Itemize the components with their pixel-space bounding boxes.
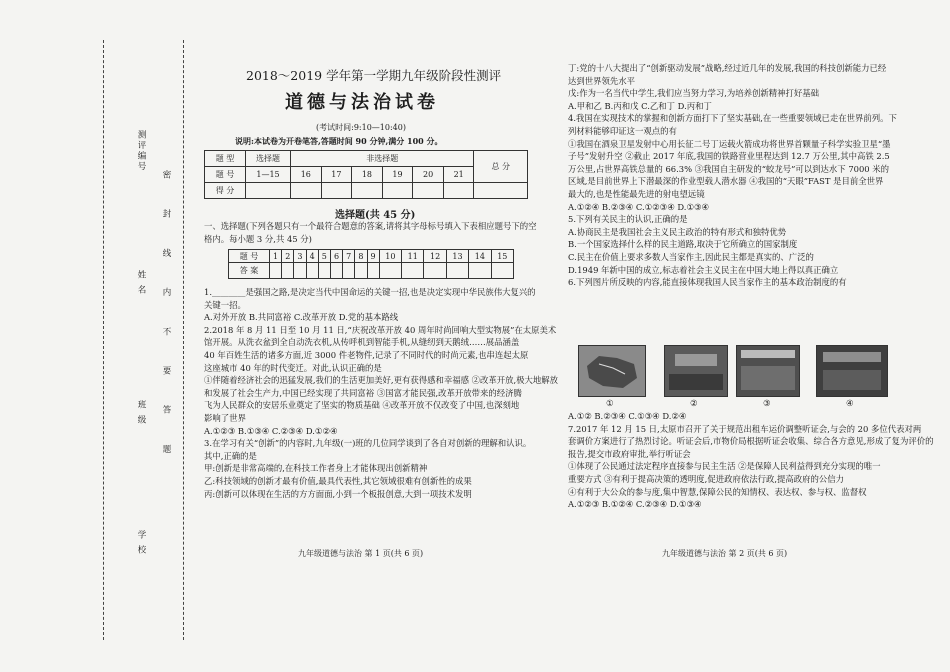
answer-input-cell[interactable]: [446, 263, 468, 279]
score-input-cell[interactable]: [382, 183, 413, 199]
question-line: 最大的,也是性能最先进的射电望远镜: [568, 188, 705, 199]
score-input-cell[interactable]: [474, 183, 528, 199]
question-line: 7.2017 年 12 月 15 日,太原市召开了关于规范出租车运价调整听证会,与会的 20 多位代表对两: [568, 423, 922, 434]
score-table-cell: 20: [413, 167, 444, 183]
answer-input-cell[interactable]: [270, 263, 282, 279]
seal-line-text: 密 封 线 内 不 要 答 题: [161, 170, 171, 467]
question-line: C.民主在价值上要求多数人当家作主,因此民主都是真实的、广泛的: [568, 251, 814, 262]
question-number-cell: 10: [379, 250, 401, 263]
question-line: 飞为人民群众的安居乐业奠定了坚实的物质基础 ④改革开放不仅改变了中国,也深刻地: [204, 400, 520, 411]
question-line: D.1949 年新中国的成立,标志着社会主义民主在中国大地上得以真正确立: [568, 264, 839, 275]
question-line: 4.我国在实现技术的掌握和创新方面打下了坚实基础,在一些重要领域已走在世界前列。下: [568, 113, 897, 124]
question-line: 6.下列图片所反映的内容,能直接体现我国人民当家作主的基本政治制度的有: [568, 277, 847, 288]
photo-label: ①: [606, 398, 614, 408]
score-table-cell: 题 号: [205, 167, 246, 183]
question-line: A.甲和乙 B.丙和戊 C.乙和丁 D.丙和丁: [568, 100, 712, 111]
question-line: 戊:作为一名当代中学生,我们应当努力学习,为培养创新精神打好基础: [568, 88, 820, 99]
score-input-cell[interactable]: [413, 183, 444, 199]
score-table-cell: 16: [291, 167, 322, 183]
score-table-cell: 非选择题: [291, 151, 474, 167]
subject-title: 道德与法治试卷: [285, 92, 439, 113]
score-table-cell: 1—15: [246, 167, 291, 183]
question-number-cell: 4: [306, 250, 318, 263]
question-line: 乙:科技领域的创新才最有价值,最具代表性,其它领域很难有创新性的成果: [204, 475, 472, 486]
question-number-cell: 14: [469, 250, 491, 263]
question-number-cell: 5: [318, 250, 330, 263]
question-number-cell: 6: [330, 250, 342, 263]
question-line: 1.________是强国之路,是决定当代中国命运的关键一招,也是决定实现中华民族伟大复兴的: [204, 287, 536, 297]
question-line: 达到世界领先水平: [568, 75, 635, 86]
photo-label: ③: [763, 398, 771, 408]
question-line: ①伴随着经济社会的迅猛发展,我们的生活更加美好,更有获得感和幸福感 ②改革开放,极大地解放: [204, 375, 559, 386]
question-line: 3.在学习有关“创新”的内容时,九年级(一)班的几位同学谈到了各自对创新的理解和认识。: [204, 438, 532, 449]
question-line: ①我国在酒泉卫星发射中心用长征二号丁运载火箭成功将世界首颗量子科学实验卫星“墨: [568, 138, 891, 149]
score-table-cell: 21: [443, 167, 474, 183]
question-line: 重要方式 ③有利于提高决策的透明度,促进政府依法行政,提高政府的公信力: [568, 473, 844, 484]
exam-note: 说明:本试卷为开卷笔答,答题时间 90 分钟,满分 100 分。: [235, 136, 443, 146]
question-line: 子号”发射升空 ②截止 2017 年底,我国的铁路营业里程达到 12.7 万公里,其中高铁 2.5: [568, 151, 890, 162]
section-instruction: 一、选择题(下列各题只有一个最符合题意的答案,请将其字母标号填入下表相应题号下的空: [204, 221, 537, 231]
question-number-cell: 15: [491, 250, 513, 263]
score-input-cell[interactable]: [246, 183, 291, 199]
answer-input-cell[interactable]: [330, 263, 342, 279]
question-line: B.一个国家选择什么样的民主道路,取决于它所确立的国家制度: [568, 239, 798, 250]
binding-dashed-line-outer: [103, 40, 104, 640]
question-line: A.①②③ B.①②④ C.②③④ D.①③④: [568, 499, 702, 510]
question-line: 这座城市 40 年的时代变迁。对此,认识正确的是: [204, 362, 382, 373]
question-number-cell: 11: [402, 250, 424, 263]
question-line: ④有利于大公众的参与度,集中智慧,保障公民的知情权、表达权、参与权、监督权: [568, 486, 867, 497]
answer-input-cell[interactable]: [306, 263, 318, 279]
question-line: 甲:创新是非常高端的,在科技工作者身上才能体现出创新精神: [204, 463, 428, 474]
question-line: A.对外开放 B.共同富裕 C.改革开放 D.党的基本路线: [204, 312, 399, 323]
answer-input-cell[interactable]: [379, 263, 401, 279]
right-question-column-lower: [568, 410, 934, 511]
answer-input-cell[interactable]: [469, 263, 491, 279]
answer-input-cell[interactable]: [402, 263, 424, 279]
photo-label: ②: [690, 398, 698, 408]
answer-table-cell: 题 号: [229, 250, 270, 263]
photo-label: ④: [846, 398, 854, 408]
answer-input-cell[interactable]: [367, 263, 379, 279]
binding-dashed-line-inner: [183, 40, 184, 640]
question-number-cell: 2: [282, 250, 294, 263]
question-number-cell: 8: [355, 250, 367, 263]
exam-title: 2018～2019 学年第一学期九年级阶段性测评: [246, 68, 502, 83]
question-line: ①体现了公民通过法定程序直接参与民主生活 ②是保障人民利益得到充分实现的唯一: [568, 461, 881, 472]
score-input-cell[interactable]: [291, 183, 322, 199]
answer-input-cell[interactable]: [318, 263, 330, 279]
score-table-cell: 得 分: [205, 183, 246, 199]
question-number-cell: 7: [343, 250, 355, 263]
question-number-cell: 3: [294, 250, 306, 263]
question-line: A.①② B.②③④ C.①③④ D.②④: [568, 411, 687, 421]
class-label: 班 级: [136, 400, 146, 426]
score-table-cell: 总 分: [474, 151, 528, 183]
score-table-cell: 18: [352, 167, 383, 183]
exam-number-label: 测评编号: [136, 130, 146, 172]
photo-conference: [736, 345, 800, 397]
question-line: 馆开展。从洗衣盆到全自动洗衣机,从传呼机到智能手机,从缝纫到天鹅绒……展品涵盖: [204, 337, 520, 348]
question-line: 40 年百姓生活的诸多方面,近 3000 件老物件,记录了不同时代的时尚元素,也串连起太原: [204, 349, 529, 360]
answer-input-cell[interactable]: [294, 263, 306, 279]
photo-congress: [816, 345, 888, 397]
question-line: 和发展了社会生产力,中国已经实现了共同富裕 ③国富才能民强,改革开放带来的经济腾: [204, 387, 522, 398]
score-table-cell: 17: [321, 167, 352, 183]
question-line: A.①②④ B.②③④ C.①②③④ D.①③④: [568, 201, 709, 212]
question-line: 其中,正确的是: [204, 450, 257, 461]
question-line: 套调价方案进行了热烈讨论。听证会后,市物价局根据听证会收集、综合各方意见,形成了复为评价的: [568, 436, 934, 447]
question-number-cell: 13: [446, 250, 468, 263]
question-line: 5.下列有关民主的认识,正确的是: [568, 214, 688, 225]
question-line: 丙:创新可以体现在生活的方方面面,小到一个板报创意,大到一项技术发明: [204, 488, 472, 499]
right-question-column: [568, 62, 908, 289]
section-title: 选择题(共 45 分): [335, 210, 416, 221]
score-table-cell: 19: [382, 167, 413, 183]
question-line: 影响了世界: [204, 412, 246, 423]
answer-input-cell[interactable]: [343, 263, 355, 279]
question-line: A.①②③ B.①③④ C.②③④ D.①②④: [204, 425, 338, 436]
answer-input-cell[interactable]: [282, 263, 294, 279]
score-input-cell[interactable]: [352, 183, 383, 199]
question-line: 丁:党的十八大提出了“创新驱动发展”战略,经过近几年的发展,我国的科技创新能力已经: [568, 63, 887, 73]
page-footer-right: 九年级道德与法治 第 2 页(共 6 页): [662, 549, 788, 558]
answer-input-cell[interactable]: [355, 263, 367, 279]
score-input-cell[interactable]: [443, 183, 474, 199]
school-label: 学 校: [136, 530, 146, 556]
question-number-cell: 12: [424, 250, 446, 263]
question-line: 关键一招。: [204, 299, 246, 310]
answer-input-cell[interactable]: [424, 263, 446, 279]
answer-input-cell[interactable]: [491, 263, 513, 279]
question-line: 万公里,占世界高铁总量的 66.3% ③我国自主研发的“蛟龙号”可以到达水下 7000 米的: [568, 163, 890, 174]
score-input-cell[interactable]: [321, 183, 352, 199]
question-number-cell: 9: [367, 250, 379, 263]
photo-map: [578, 345, 646, 397]
page-footer-left: 九年级道德与法治 第 1 页(共 6 页): [298, 549, 424, 558]
exam-time: (考试时间:9:10—10:40): [316, 123, 406, 132]
score-table-cell: 选择题: [246, 151, 291, 167]
question-line: A.协商民主是我国社会主义民主政治的特有形式和独特优势: [568, 226, 787, 237]
score-table: [204, 150, 528, 199]
question-line: 2.2018 年 8 月 11 日至 10 月 11 日,“庆祝改革开放 40 周年时尚回响大型实物展”在太原美术: [204, 324, 557, 335]
question-number-cell: 1: [270, 250, 282, 263]
question-line: 报告,提交市政府审批,举行听证会: [568, 448, 691, 459]
left-question-column: [204, 286, 559, 500]
score-table-cell: 题 型: [205, 151, 246, 167]
question-line: 区域,是目前世界上下潜最深的作业型载人潜水器 ④我国的“天眼”FAST 是目前全世界: [568, 176, 884, 187]
map-icon: [579, 346, 645, 396]
name-label: 姓 名: [136, 270, 146, 296]
section-instruction: 格内。每小题 3 分,共 45 分): [204, 234, 312, 244]
photo-assembly-hall: [664, 345, 728, 397]
question-line: 列材料能够印证这一观点的有: [568, 125, 677, 136]
answer-table: [228, 249, 514, 279]
answer-table-cell: 答 案: [229, 263, 270, 279]
